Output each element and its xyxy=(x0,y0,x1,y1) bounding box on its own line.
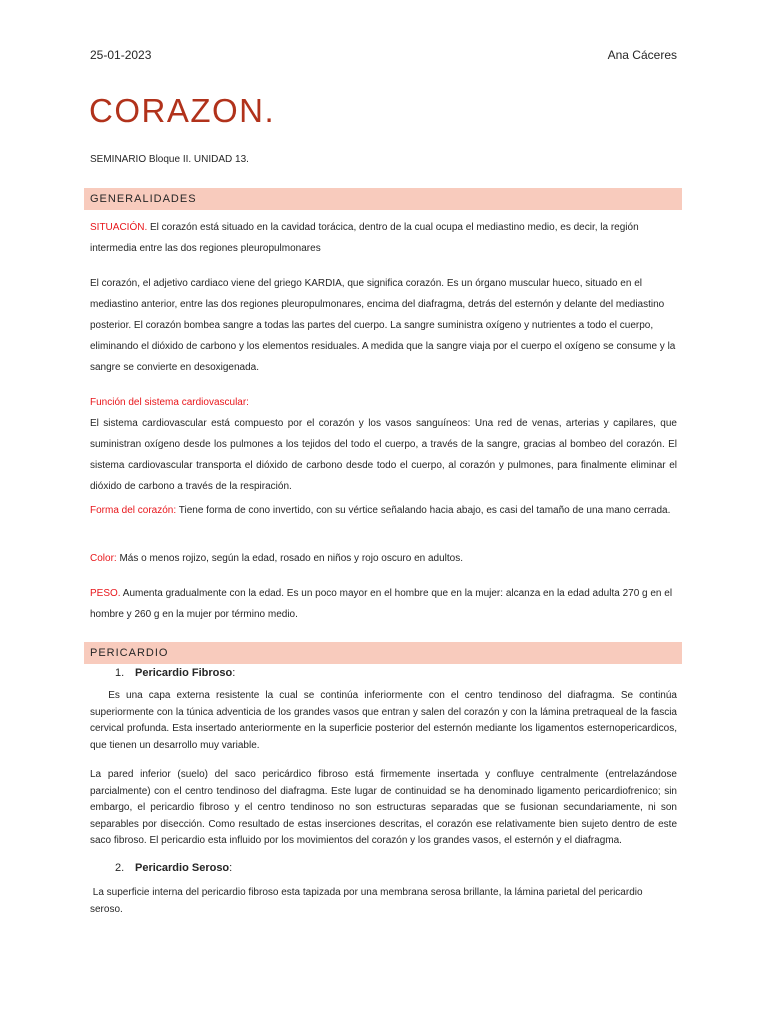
paragraph-seroso-1: La superficie interna del pericardio fibroso esta tapizada por una membrana serosa brillante, la lámina parietal del pericardio seroso. xyxy=(90,887,646,915)
paragraph-color xyxy=(90,548,677,569)
paragraph-fibroso-2: La pared inferior (suelo) del saco pericárdico fibroso está firmemente insertada y confluye centralmente (entrelazándose parcialmente) con el centro tendinoso del diafragma. Este lugar de continuidad se ha denominado ligamento pericardiofrenico; sin embargo, el pericardio fibroso y el centro tendinoso no son estructuras separadas que se fusionan secundariamente, ni son separables por disección. Como resultado de estas inserciones descritas, el corazón ese relativamente bien sujeto dentro de este saco fibroso. El pericardio esta influido por los movimientos del corazón y los grandes vasos, el esternón y el diafragma. xyxy=(90,769,677,846)
list-item-title: Pericardio Seroso xyxy=(135,862,230,874)
document-title: CORAZON. xyxy=(89,92,276,129)
header-date: 25-01-2023 xyxy=(90,48,152,62)
document-subtitle: SEMINARIO Bloque II. UNIDAD 13. xyxy=(90,154,249,165)
label-peso: PESO. xyxy=(90,588,121,599)
list-item-pericardio-fibroso xyxy=(115,667,235,679)
paragraph-peso xyxy=(90,583,677,625)
section-heading-pericardio xyxy=(84,642,682,664)
text-peso: Aumenta gradualmente con la edad. Es un poco mayor en el hombre que en la mujer: alcanza en la edad adulta 270 g en el hombre y 260 g en la mujer por término medio. xyxy=(90,588,673,620)
paragraph-funcion: El sistema cardiovascular está compuesto por el corazón y los vasos sanguíneos: Una red de venas, arterias y capilares, que suministran oxígeno desde los pulmones a los tejidos del todo el cuerpo, a través de la sangre, gracias al bombeo del corazón. El sistema cardiovascular transporta el dióxido de carbono desde todo el cuerpo, al corazón y pulmones, para finalmente eliminar el dióxido de carbono a través de la respiración. xyxy=(90,418,677,492)
section-heading-text: PERICARDIO xyxy=(90,647,169,659)
list-number: 1. xyxy=(115,667,125,679)
paragraph-intro: El corazón, el adjetivo cardiaco viene del griego KARDIA, que significa corazón. Es un órgano muscular hueco, situado en el mediastino anterior, entre las dos regiones pleuropulmonares, encima del diafragma, detrás del esternón y delante del mediastino posterior. El corazón bombea sangre a todas las partes del cuerpo. La sangre suministra oxígeno y nutrientes a todo el cuerpo, eliminando el dióxido de carbono y los elementos residuales. A medida que la sangre viaja por el cuerpo el oxígeno se consume y la sangre se convierte en desoxigenada. xyxy=(90,278,676,373)
section-heading-generalidades xyxy=(84,188,682,210)
list-item-suffix: : xyxy=(229,862,233,874)
list-item-suffix: : xyxy=(232,667,236,679)
text-color: Más o menos rojizo, según la edad, rosado en niños y rojo oscuro en adultos. xyxy=(116,553,464,564)
list-item-pericardio-seroso xyxy=(115,862,232,874)
text-forma: Tiene forma de cono invertido, con su vértice señalando hacia abajo, es casi del tamaño de una mano cerrada. xyxy=(176,505,671,516)
text-situacion: El corazón está situado en la cavidad torácica, dentro de la cual ocupa el mediastino medio, es decir, la región intermedia entre las dos regiones pleuropulmonares xyxy=(90,222,639,254)
label-situacion: SITUACIÓN. xyxy=(90,222,148,233)
label-funcion xyxy=(90,392,677,413)
header-author: Ana Cáceres xyxy=(607,48,677,62)
label-funcion-text: Función del sistema cardiovascular: xyxy=(90,397,249,408)
label-forma: Forma del corazón: xyxy=(90,505,177,516)
list-item-title: Pericardio Fibroso xyxy=(135,667,233,679)
list-number: 2. xyxy=(115,862,125,874)
paragraph-situacion xyxy=(90,217,677,259)
paragraph-forma xyxy=(90,500,677,521)
paragraph-fibroso-1: Es una capa externa resistente la cual se continúa inferiormente con el centro tendinoso del diafragma. Se continúa superiormente con la túnica adventicia de los grandes vasos que entran y salen del corazón y con la lámina pretraqueal de la fascia cervical profunda. Esta insertado anteriormente en la superficie posterior del esternón mediante los ligamentos esternopericardicos, que tienen un desarrollo muy variable. xyxy=(90,690,680,751)
label-color: Color: xyxy=(90,553,117,564)
section-heading-text: GENERALIDADES xyxy=(90,193,197,205)
